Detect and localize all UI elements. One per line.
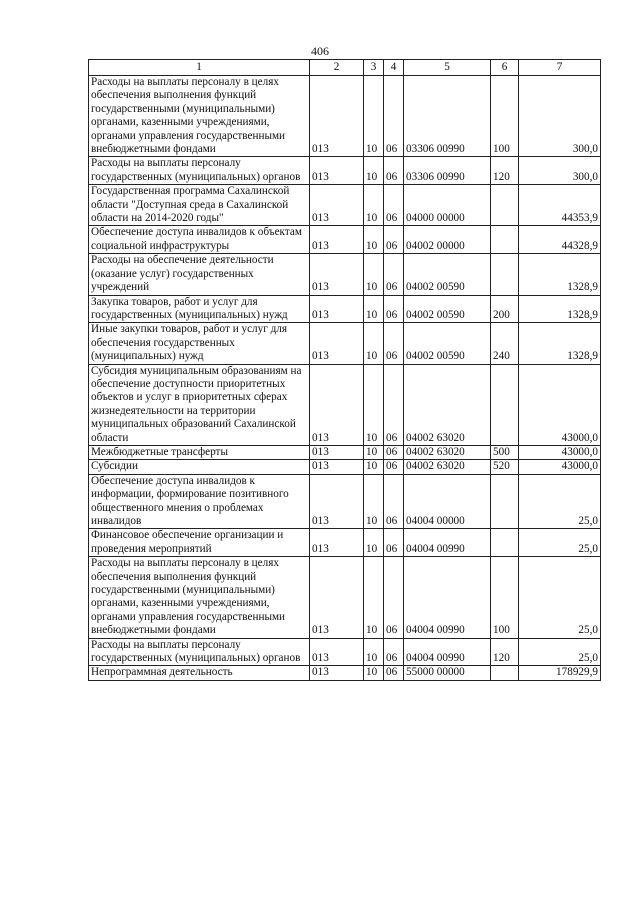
expense-type-code: 100 bbox=[491, 76, 519, 157]
page-number: 406 bbox=[311, 44, 329, 58]
target-article-code: 04000 00000 bbox=[404, 185, 491, 226]
amount: 1328,9 bbox=[519, 323, 601, 364]
section-code: 10 bbox=[364, 323, 384, 364]
target-article-code: 04002 00000 bbox=[404, 226, 491, 254]
amount: 43000,0 bbox=[519, 364, 601, 445]
admin-code: 013 bbox=[310, 474, 364, 529]
subsection-code: 06 bbox=[384, 157, 404, 185]
expense-type-code bbox=[491, 226, 519, 254]
subsection-code: 06 bbox=[384, 254, 404, 295]
subsection-code: 06 bbox=[384, 185, 404, 226]
section-code: 10 bbox=[364, 638, 384, 666]
expense-type-code bbox=[491, 529, 519, 557]
amount: 44328,9 bbox=[519, 226, 601, 254]
subsection-code: 06 bbox=[384, 529, 404, 557]
expense-type-code bbox=[491, 666, 519, 680]
column-header: 6 bbox=[491, 60, 519, 76]
row-name: Расходы на выплаты персоналу государственных (муниципальных) органов bbox=[89, 157, 310, 185]
table-row bbox=[89, 445, 601, 459]
subsection-code: 06 bbox=[384, 364, 404, 445]
section-code: 10 bbox=[364, 557, 384, 638]
amount: 43000,0 bbox=[519, 460, 601, 474]
target-article-code: 03306 00990 bbox=[404, 76, 491, 157]
admin-code: 013 bbox=[310, 557, 364, 638]
expense-type-code bbox=[491, 364, 519, 445]
admin-code: 013 bbox=[310, 254, 364, 295]
target-article-code: 04002 00590 bbox=[404, 254, 491, 295]
expense-type-code: 500 bbox=[491, 445, 519, 459]
admin-code: 013 bbox=[310, 364, 364, 445]
admin-code: 013 bbox=[310, 157, 364, 185]
row-name: Финансовое обеспечение организации и проведения мероприятий bbox=[89, 529, 310, 557]
table-row bbox=[89, 254, 601, 295]
table-row bbox=[89, 185, 601, 226]
budget-table bbox=[88, 59, 601, 681]
row-name: Межбюджетные трансферты bbox=[89, 445, 310, 459]
expense-type-code: 120 bbox=[491, 638, 519, 666]
row-name: Расходы на выплаты персоналу государственных (муниципальных) органов bbox=[89, 638, 310, 666]
row-name: Государственная программа Сахалинской области "Доступная среда в Сахалинской области на 2014-2020 годы" bbox=[89, 185, 310, 226]
amount: 25,0 bbox=[519, 638, 601, 666]
admin-code: 013 bbox=[310, 226, 364, 254]
header-row bbox=[89, 60, 601, 76]
section-code: 10 bbox=[364, 364, 384, 445]
row-name: Закупка товаров, работ и услуг для государственных (муниципальных) нужд bbox=[89, 295, 310, 323]
column-header: 1 bbox=[89, 60, 310, 76]
admin-code: 013 bbox=[310, 76, 364, 157]
table-row bbox=[89, 76, 601, 157]
subsection-code: 06 bbox=[384, 226, 404, 254]
row-name: Субсидии bbox=[89, 460, 310, 474]
admin-code: 013 bbox=[310, 445, 364, 459]
amount: 44353,9 bbox=[519, 185, 601, 226]
target-article-code: 04004 00990 bbox=[404, 638, 491, 666]
section-code: 10 bbox=[364, 157, 384, 185]
table-row bbox=[89, 295, 601, 323]
admin-code: 013 bbox=[310, 638, 364, 666]
table-row bbox=[89, 474, 601, 529]
section-code: 10 bbox=[364, 474, 384, 529]
table-row bbox=[89, 364, 601, 445]
target-article-code: 04002 63020 bbox=[404, 364, 491, 445]
table-row bbox=[89, 666, 601, 680]
admin-code: 013 bbox=[310, 529, 364, 557]
table-row bbox=[89, 323, 601, 364]
amount: 1328,9 bbox=[519, 295, 601, 323]
table-row bbox=[89, 460, 601, 474]
column-header: 3 bbox=[364, 60, 384, 76]
expense-type-code: 200 bbox=[491, 295, 519, 323]
expense-type-code bbox=[491, 254, 519, 295]
section-code: 10 bbox=[364, 295, 384, 323]
table-header bbox=[89, 60, 601, 76]
row-name: Расходы на выплаты персоналу в целях обеспечения выполнения функций государственными (муниципальными) органами, казенными учреждениями, органами управления государственными внебюджетными фондами bbox=[89, 557, 310, 638]
row-name: Расходы на обеспечение деятельности (оказание услуг) государственных учреждений bbox=[89, 254, 310, 295]
table-row bbox=[89, 226, 601, 254]
amount: 25,0 bbox=[519, 557, 601, 638]
target-article-code: 04002 63020 bbox=[404, 445, 491, 459]
expense-type-code bbox=[491, 185, 519, 226]
target-article-code: 04002 00590 bbox=[404, 323, 491, 364]
subsection-code: 06 bbox=[384, 666, 404, 680]
target-article-code: 04002 00590 bbox=[404, 295, 491, 323]
row-name: Обеспечение доступа инвалидов к информации, формирование позитивного общественного мнения о проблемах инвалидов bbox=[89, 474, 310, 529]
admin-code: 013 bbox=[310, 666, 364, 680]
amount: 25,0 bbox=[519, 529, 601, 557]
amount: 300,0 bbox=[519, 76, 601, 157]
expense-type-code bbox=[491, 474, 519, 529]
expense-type-code: 240 bbox=[491, 323, 519, 364]
amount: 178929,9 bbox=[519, 666, 601, 680]
table-row bbox=[89, 557, 601, 638]
subsection-code: 06 bbox=[384, 474, 404, 529]
subsection-code: 06 bbox=[384, 76, 404, 157]
amount: 43000,0 bbox=[519, 445, 601, 459]
target-article-code: 55000 00000 bbox=[404, 666, 491, 680]
target-article-code: 04004 00000 bbox=[404, 474, 491, 529]
subsection-code: 06 bbox=[384, 295, 404, 323]
admin-code: 013 bbox=[310, 295, 364, 323]
admin-code: 013 bbox=[310, 460, 364, 474]
section-code: 10 bbox=[364, 76, 384, 157]
subsection-code: 06 bbox=[384, 323, 404, 364]
amount: 1328,9 bbox=[519, 254, 601, 295]
row-name: Непрограммная деятельность bbox=[89, 666, 310, 680]
column-header: 4 bbox=[384, 60, 404, 76]
expense-type-code: 120 bbox=[491, 157, 519, 185]
column-header: 2 bbox=[310, 60, 364, 76]
table-row bbox=[89, 638, 601, 666]
target-article-code: 04004 00990 bbox=[404, 557, 491, 638]
column-header: 5 bbox=[404, 60, 491, 76]
subsection-code: 06 bbox=[384, 557, 404, 638]
section-code: 10 bbox=[364, 445, 384, 459]
row-name: Субсидия муниципальным образованиям на обеспечение доступности приоритетных объектов и услуг в приоритетных сферах жизнедеятельности на территории муниципальных образований Сахалинской области bbox=[89, 364, 310, 445]
row-name: Обеспечение доступа инвалидов к объектам социальной инфраструктуры bbox=[89, 226, 310, 254]
subsection-code: 06 bbox=[384, 460, 404, 474]
expense-type-code: 520 bbox=[491, 460, 519, 474]
section-code: 10 bbox=[364, 460, 384, 474]
subsection-code: 06 bbox=[384, 638, 404, 666]
table-row bbox=[89, 529, 601, 557]
table-row bbox=[89, 157, 601, 185]
target-article-code: 04002 63020 bbox=[404, 460, 491, 474]
section-code: 10 bbox=[364, 254, 384, 295]
section-code: 10 bbox=[364, 185, 384, 226]
row-name: Расходы на выплаты персоналу в целях обеспечения выполнения функций государственными (муниципальными) органами, казенными учреждениями, органами управления государственными внебюджетными фондами bbox=[89, 76, 310, 157]
row-name: Иные закупки товаров, работ и услуг для обеспечения государственных (муниципальных) нужд bbox=[89, 323, 310, 364]
subsection-code: 06 bbox=[384, 445, 404, 459]
section-code: 10 bbox=[364, 226, 384, 254]
section-code: 10 bbox=[364, 529, 384, 557]
target-article-code: 03306 00990 bbox=[404, 157, 491, 185]
amount: 300,0 bbox=[519, 157, 601, 185]
table-body bbox=[89, 76, 601, 681]
admin-code: 013 bbox=[310, 323, 364, 364]
amount: 25,0 bbox=[519, 474, 601, 529]
admin-code: 013 bbox=[310, 185, 364, 226]
target-article-code: 04004 00990 bbox=[404, 529, 491, 557]
section-code: 10 bbox=[364, 666, 384, 680]
column-header: 7 bbox=[519, 60, 601, 76]
expense-type-code: 100 bbox=[491, 557, 519, 638]
